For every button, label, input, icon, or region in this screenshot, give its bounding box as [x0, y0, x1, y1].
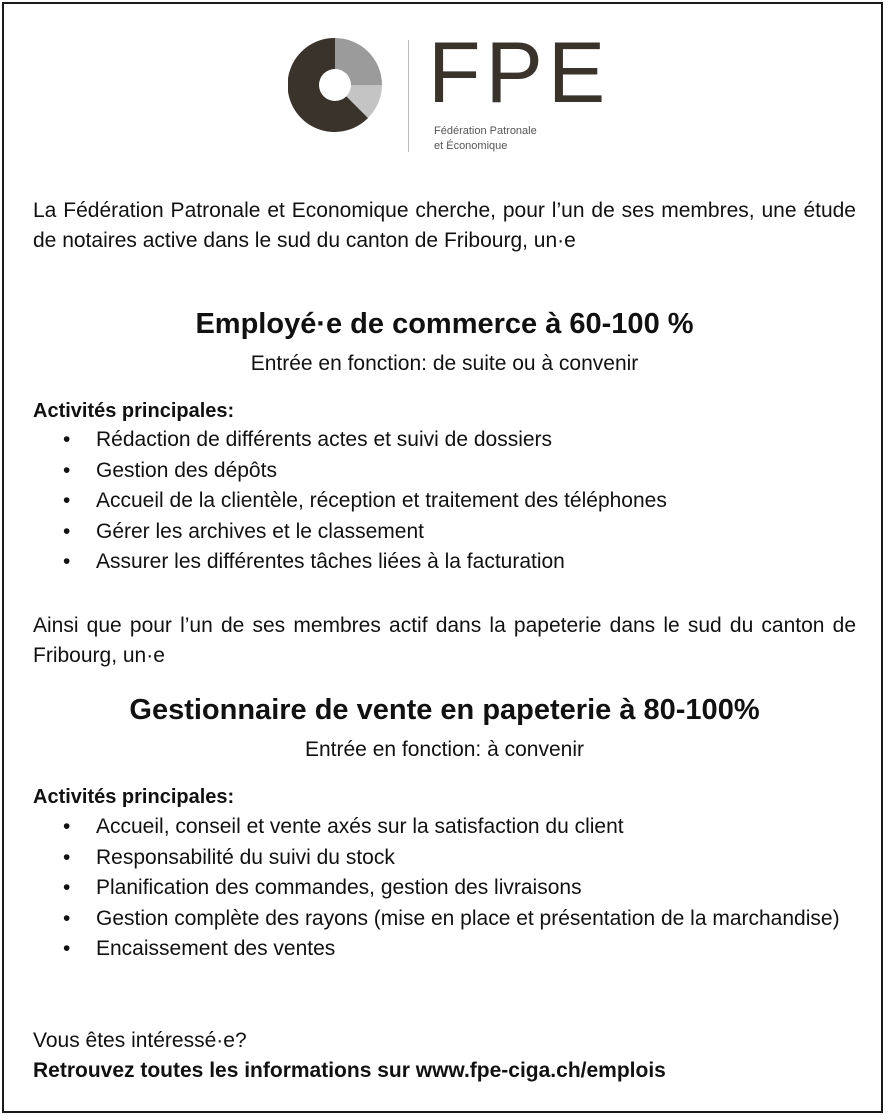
interest-question: Vous êtes intéressé·e? — [33, 1029, 247, 1052]
list-item: • Rédaction de différents actes et suivi de dossiers — [33, 425, 856, 456]
logo-wordmark: FPE — [428, 25, 611, 121]
job2-start-date: Entrée en fonction: à convenir — [304, 738, 584, 761]
job2-title: Gestionnaire de vente en papeterie à 80-100% — [129, 694, 760, 726]
fpe-logo-mark-icon — [288, 38, 382, 132]
second-intro-paragraph: Ainsi que pour l’un de ses membres actif dans la papeterie dans le sud du canton de Fribourg, un·e — [33, 614, 856, 667]
list-item: • Planification des commandes, gestion des livraisons — [33, 873, 856, 904]
list-item: • Accueil, conseil et vente axés sur la satisfaction du client — [33, 812, 856, 843]
intro-paragraph: La Fédération Patronale et Economique cherche, pour l’un de ses membres, une étude de notaires active dans le sud du canton de Fribourg, un·e — [33, 199, 856, 252]
list-item: • Gérer les archives et le classement — [33, 517, 856, 548]
job1-start-date: Entrée en fonction: de suite ou à convenir — [250, 352, 639, 375]
list-item: • Gestion des dépôts — [33, 456, 856, 487]
job1-activities-list — [33, 425, 856, 578]
job1-activities-heading: Activités principales: — [33, 400, 235, 422]
list-item: • Gestion complète des rayons (mise en place et présentation de la marchandise) — [33, 904, 856, 935]
list-item: • Assurer les différentes tâches liées à la facturation — [33, 547, 856, 578]
logo-subtitle-line1: Fédération Patronale — [434, 125, 537, 137]
info-link-text[interactable]: Retrouvez toutes les informations sur www.fpe-ciga.ch/emplois — [33, 1059, 666, 1082]
list-item: • Accueil de la clientèle, réception et traitement des téléphones — [33, 486, 856, 517]
job1-title: Employé·e de commerce à 60-100 % — [195, 308, 694, 340]
job2-activities-heading: Activités principales: — [33, 786, 235, 808]
logo-subtitle-line2: et Économique — [434, 140, 508, 152]
logo-subtitle — [434, 124, 537, 154]
job2-activities-list — [33, 812, 856, 965]
list-item: • Encaissement des ventes — [33, 934, 856, 965]
logo-divider — [408, 40, 409, 152]
list-item: • Responsabilité du suivi du stock — [33, 843, 856, 874]
fpe-logo — [288, 25, 611, 156]
